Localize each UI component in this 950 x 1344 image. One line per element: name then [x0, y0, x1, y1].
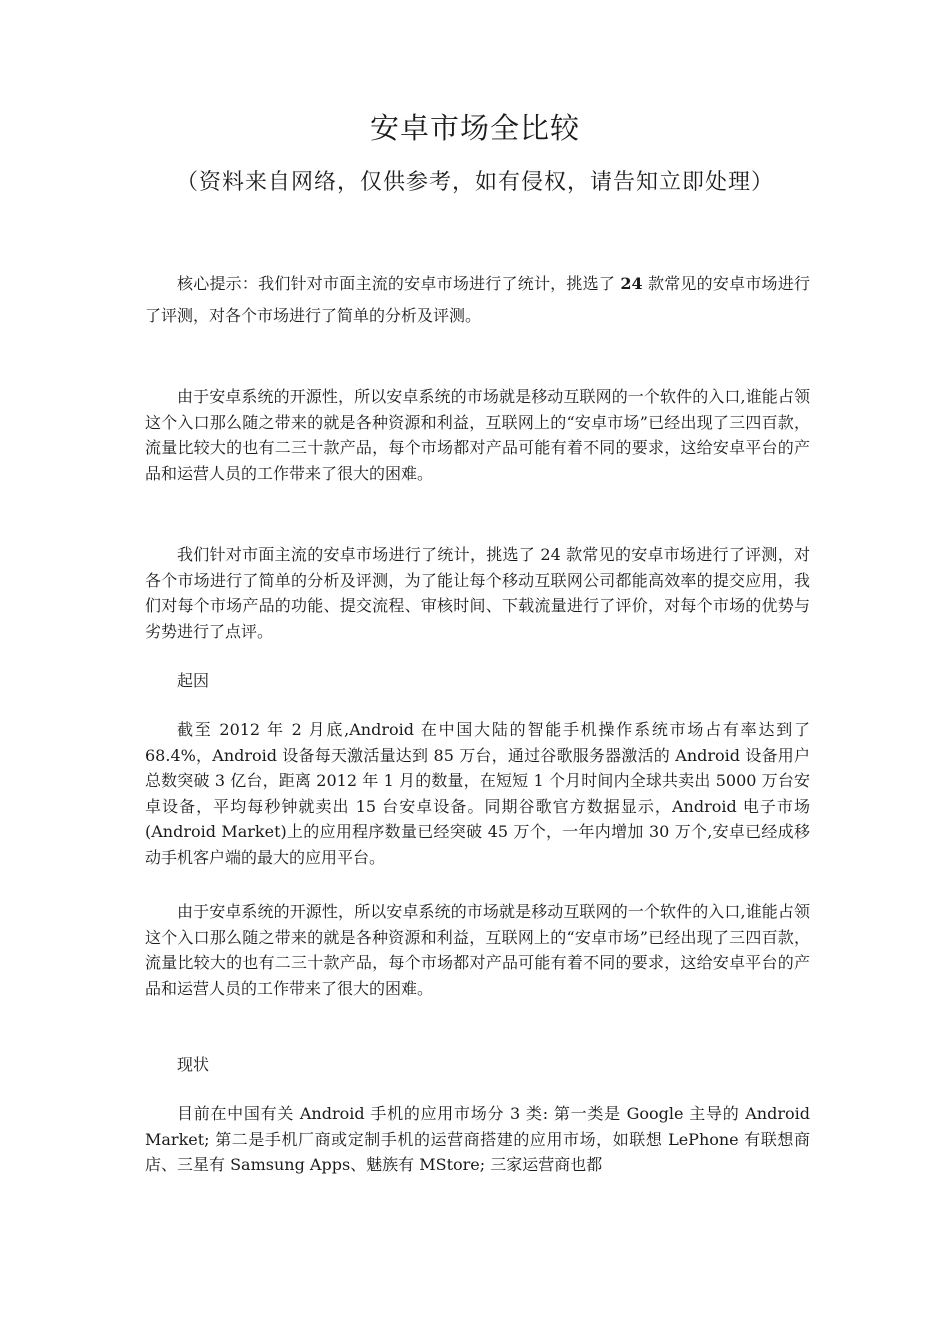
paragraph-open-source-repeat: 由于安卓系统的开源性，所以安卓系统的市场就是移动互联网的一个软件的入口,谁能占领这个入口那么随之带来的就是各种资源和利益，互联网上的“安卓市场”已经出现了三四百款，流量比较大的也有二三十款产品，每个市场都对产品可能有着不同的要求，这给安卓平台的产品和运营人员的工作带来了很大的困难。 [145, 902, 810, 998]
paragraph-survey: 我们针对市面主流的安卓市场进行了统计，挑选了 24 款常见的安卓市场进行了评测，对各个市场进行了简单的分析及评测，为了能让每个移动互联网公司都能高效率的提交应用，我们对每个市场产品的功能、提交流程、审核时间、下载流量进行了评价，对每个市场的优势与劣势进行了点评。 [145, 545, 810, 641]
paragraph-market-stats: 截至 2012 年 2 月底,Android 在中国大陆的智能手机操作系统市场占有率达到了 68.4%，Android 设备每天激活量达到 85 万台，通过谷歌服务器激活的 Android 设备用户总数突破 3 亿台，距离 2012 年 1 月的数量，在短短 1 个月时间内全球共卖出 5000 万台安卓设备，平均每秒钟就卖出 15 台安卓设备。同期谷歌官方数据显示，Android 电子市场(Android Market)上的应用程序数量已经突破 45 万个，一年内增加 30 万个,安卓已经成移动手机客户端的最大的应用平台。 [145, 720, 810, 867]
lead-text-after: 款常见的安卓市场进行了评测，对各个市场进行了简单的分析及评测。 [145, 274, 810, 325]
paragraph-market-types: 目前在中国有关 Android 手机的应用市场分 3 类: 第一类是 Google 主导的 Android Market; 第二是手机厂商或定制手机的运营商搭建的应用市场，如联想 LePhone 有联想商店、三星有 Samsung Apps、魅族有 MStore; 三家运营商也都 [145, 1104, 810, 1174]
lead-count-bold: 24 [620, 274, 643, 293]
lead-text-before: 核心提示：我们针对市面主流的安卓市场进行了统计，挑选了 [177, 274, 621, 293]
paragraph-open-source: 由于安卓系统的开源性，所以安卓系统的市场就是移动互联网的一个软件的入口,谁能占领这个入口那么随之带来的就是各种资源和利益，互联网上的“安卓市场”已经出现了三四百款，流量比较大的也有二三十款产品，每个市场都对产品可能有着不同的要求，这给安卓平台的产品和运营人员的工作带来了很大的困难。 [145, 387, 810, 483]
document-title: 安卓市场全比较 [369, 111, 580, 145]
document-subtitle: （资料来自网络，仅供参考，如有侵权，请告知立即处理） [175, 170, 774, 195]
lead-paragraph [145, 268, 810, 332]
section-heading-cause: 起因 [177, 671, 210, 690]
section-heading-status: 现状 [177, 1055, 210, 1074]
